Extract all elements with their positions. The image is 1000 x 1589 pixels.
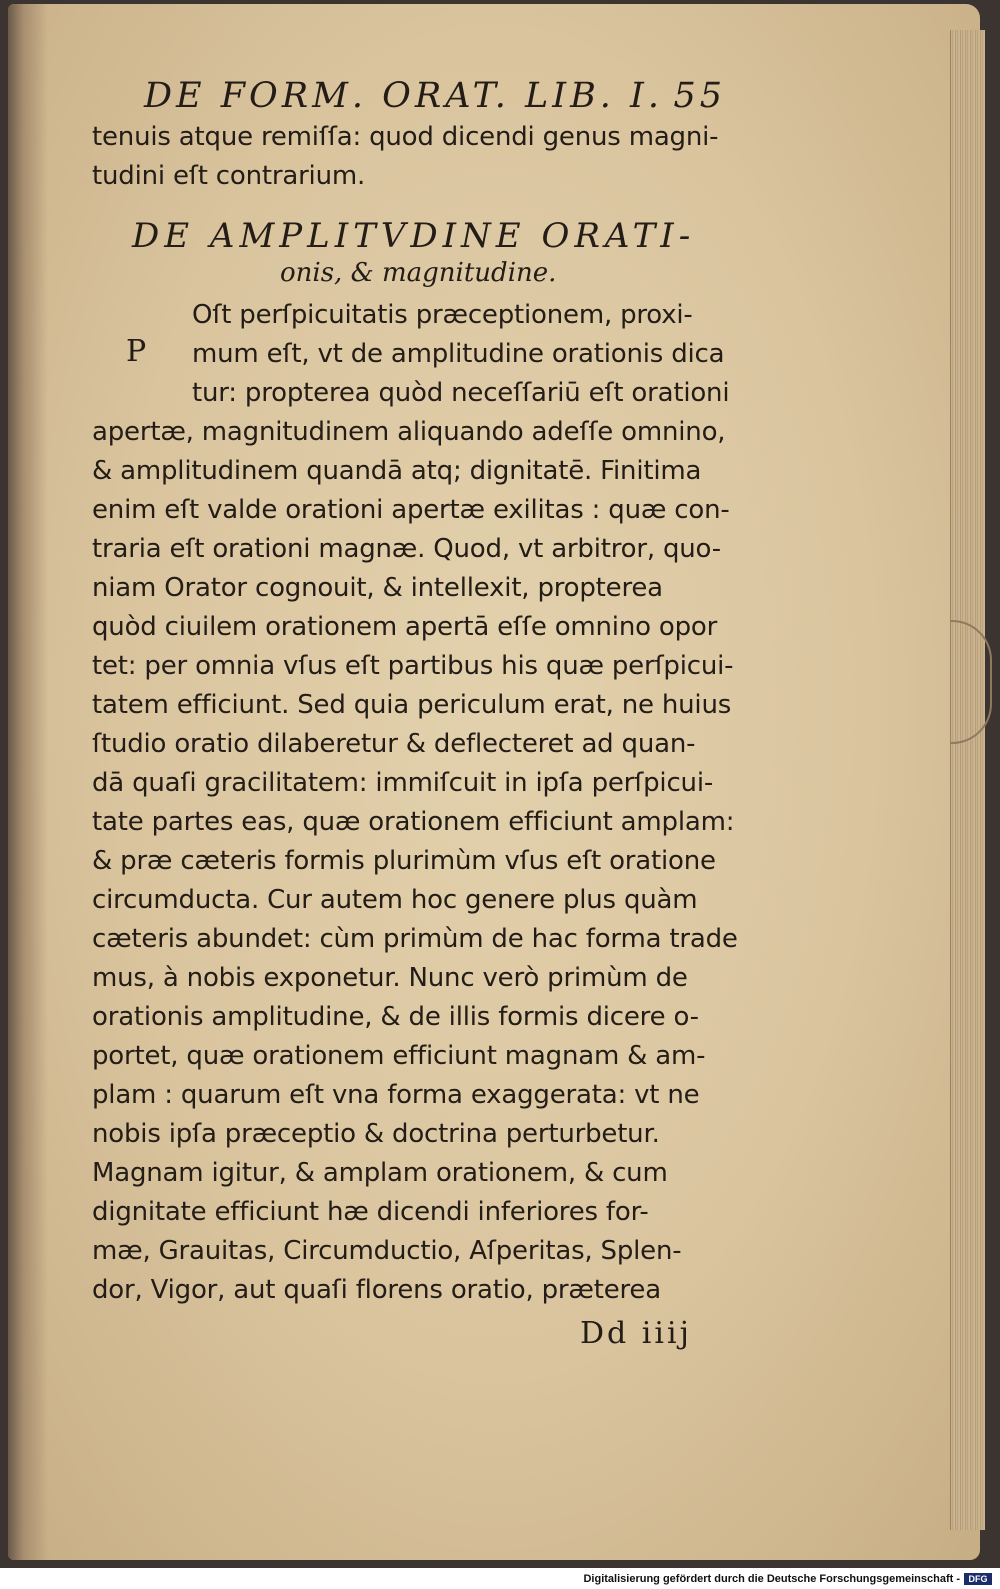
text-line: dignitate efficiunt hæ dicendi inferiores for- [92, 1197, 649, 1227]
section-heading: DE AMPLITVDINE ORATI- [132, 216, 696, 256]
text-line: tet: per omnia vſus eſt partibus his quæ perſpicui- [92, 651, 734, 681]
running-head [144, 76, 726, 116]
bookmark-notch [950, 620, 992, 744]
text-line: orationis amplitudine, & de illis formis dicere o- [92, 1002, 699, 1032]
text-line: ſtudio oratio dilaberetur & deflecteret ad quan- [92, 729, 696, 759]
dfg-logo: DFG [964, 1573, 992, 1585]
text-line: dor, Vigor, aut quaſi florens oratio, præterea [92, 1275, 661, 1305]
text-line: dā quaſi gracilitatem: immiſcuit in ipſa perſpicui- [92, 768, 714, 798]
footer-credit: Digitalisierung gefördert durch die Deutsche Forschungsgemeinschaft - [583, 1572, 960, 1585]
text-line: traria eſt orationi magnæ. Quod, vt arbitror, quo- [92, 534, 721, 564]
footer-credit-bar [0, 1568, 1000, 1589]
body-text [92, 413, 792, 1310]
text-block [92, 76, 792, 1351]
text-line: apertæ, magnitudinem aliquando adeſſe omnino, [92, 417, 726, 447]
text-line: Magnam igitur, & amplam orationem, & cum [92, 1158, 668, 1188]
text-line: tur: propterea quòd neceſſariū eſt orationi [192, 378, 730, 408]
text-line: portet, quæ orationem efficiunt magnam & am- [92, 1041, 706, 1071]
text-line: mum eſt, vt de amplitudine orationis dica [192, 339, 725, 369]
book-gutter [8, 4, 48, 1560]
text-line: & amplitudinem quandā atq; dignitatē. Finitima [92, 456, 702, 486]
text-line: nobis ipſa præceptio & doctrina perturbetur. [92, 1119, 660, 1149]
running-head-title: DE FORM. ORAT. LIB. I. [144, 76, 664, 116]
signature-mark: Dd iiij [580, 1316, 692, 1351]
text-line: circumducta. Cur autem hoc genere plus quàm [92, 885, 698, 915]
section-subheading: onis, & magnitudine. [280, 258, 557, 288]
text-line: mæ, Grauitas, Circumductio, Aſperitas, Splen- [92, 1236, 682, 1266]
text-line: tudini eſt contrarium. [92, 161, 366, 191]
text-line: tate partes eas, quæ orationem efficiunt amplam: [92, 807, 735, 837]
text-line: tenuis atque remiſſa: quod dicendi genus magni- [92, 122, 719, 152]
text-line: & præ cæteris formis plurimùm vſus eſt oratione [92, 846, 716, 876]
text-line: enim eſt valde orationi apertæ exilitas : quæ con- [92, 495, 730, 525]
page-fore-edge [950, 30, 985, 1530]
page-number: 55 [673, 76, 726, 116]
text-line: niam Orator cognouit, & intellexit, propterea [92, 573, 663, 603]
text-line: Oſt perſpicuitatis præceptionem, proxi- [192, 300, 693, 330]
text-line: cæteris abundet: cùm primùm de hac forma trade [92, 924, 738, 954]
text-line: tatem efficiunt. Sed quia periculum erat, ne huius [92, 690, 732, 720]
text-line: plam : quarum eſt vna forma exaggerata: vt ne [92, 1080, 700, 1110]
drop-initial: P [126, 334, 147, 369]
text-line: mus, à nobis exponetur. Nunc verò primùm de [92, 963, 688, 993]
opening-paragraph [92, 296, 792, 413]
text-line: quòd ciuilem orationem apertā eſſe omnino opor [92, 612, 718, 642]
